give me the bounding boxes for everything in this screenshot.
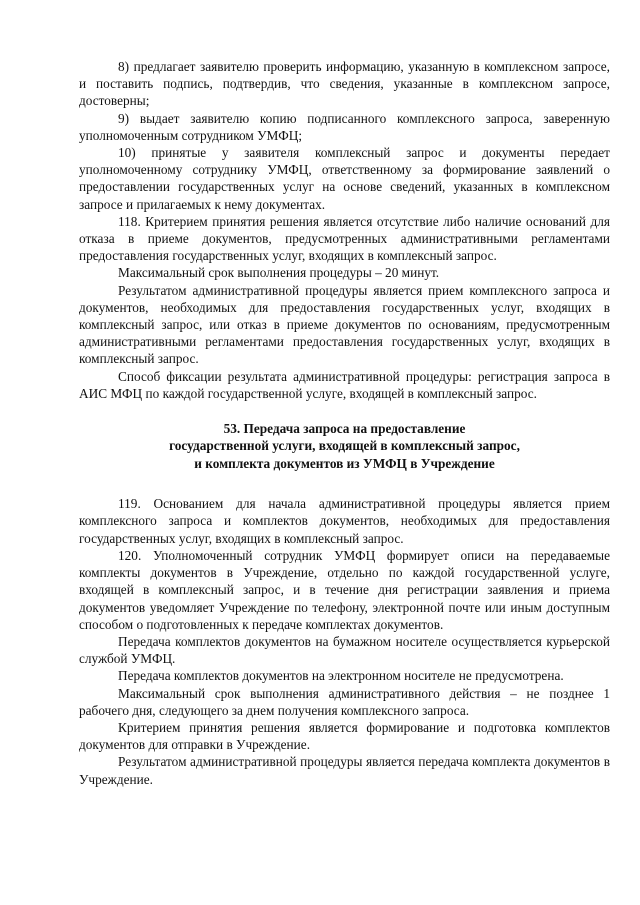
section-heading-line: государственной услуги, входящей в комплексный запрос, (169, 438, 520, 454)
paragraph-procedure-result: Результатом административной процедуры является передача комплекта документов в Учреждение. (79, 754, 610, 787)
paragraph-paper-transfer: Передача комплектов документов на бумажном носителе осуществляется курьерской службой УМФЦ. (79, 633, 610, 667)
paragraph-decision-criterion: Критерием принятия решения является формирование и подготовка комплектов документов для отправки в Учреждение. (79, 719, 610, 753)
paragraph-max-time-action: Максимальный срок выполнения административного действия – не позднее 1 рабочего дня, следующего за днем получения комплексного запроса. (79, 685, 610, 718)
section-heading-line: 53. Передача запроса на предоставление (223, 421, 466, 437)
paragraph-119: 119. Основанием для начала административной процедуры является прием комплексного запроса и комплектов документов, необходимых для предоставления государственных услуг, входящих в комплексный запрос. (79, 496, 610, 546)
section-heading-53 (79, 420, 610, 472)
paragraph-electronic-transfer: Передача комплектов документов на электронном носителе не предусмотрена. (118, 668, 564, 684)
paragraph-fixation-method: Способ фиксации результата административной процедуры: регистрация запроса в АИС МФЦ по каждой государственной услуге, входящей в комплексный запрос. (79, 368, 610, 401)
paragraph-item-10: 10) принятые у заявителя комплексный запрос и документы передает уполномоченному сотруднику УМФЦ, ответственному за формирование заявлений о предоставлении государственных услуг на основе сведений, указанных в комплексном запросе и прилагаемых к нему документах. (79, 145, 610, 212)
paragraph-118: 118. Критерием принятия решения является отсутствие либо наличие оснований для отказа в приеме документов, предусмотренных административными регламентами предоставления государственных услуг, входящих в комплексный запрос. (79, 213, 610, 264)
paragraph-120: 120. Уполномоченный сотрудник УМФЦ формирует описи на передаваемые комплекты документов в Учреждение, отдельно по каждой государственной услуге, входящей в комплексный запрос, и в течение дня регистрации заявления и приема документов уведомляет Учреждение по телефону, электронной почте или иным доступным способом о подготовленных к передаче комплектах документов. (79, 547, 610, 632)
paragraph-item-8: 8) предлагает заявителю проверить информацию, указанную в комплексном запросе, и поставить подпись, подтвердив, что сведения, указанные в комплексном запросе, достоверны; (79, 59, 610, 109)
paragraph-result: Результатом административной процедуры является прием комплексного запроса и документов, необходимых для предоставления государственных услуг, входящих в комплексный запрос, или отказ в приеме документов по основаниям, предусмотренным административными регламентами предоставления государственных услуг, входящих в комплексный запрос. (79, 282, 610, 367)
paragraph-max-time: Максимальный срок выполнения процедуры – 20 минут. (118, 265, 440, 281)
paragraph-item-9: 9) выдает заявителю копию подписанного комплексного запроса, заверенную уполномоченным сотрудником УМФЦ; (79, 110, 610, 143)
section-heading-line: и комплекта документов из УМФЦ в Учреждение (194, 455, 495, 471)
